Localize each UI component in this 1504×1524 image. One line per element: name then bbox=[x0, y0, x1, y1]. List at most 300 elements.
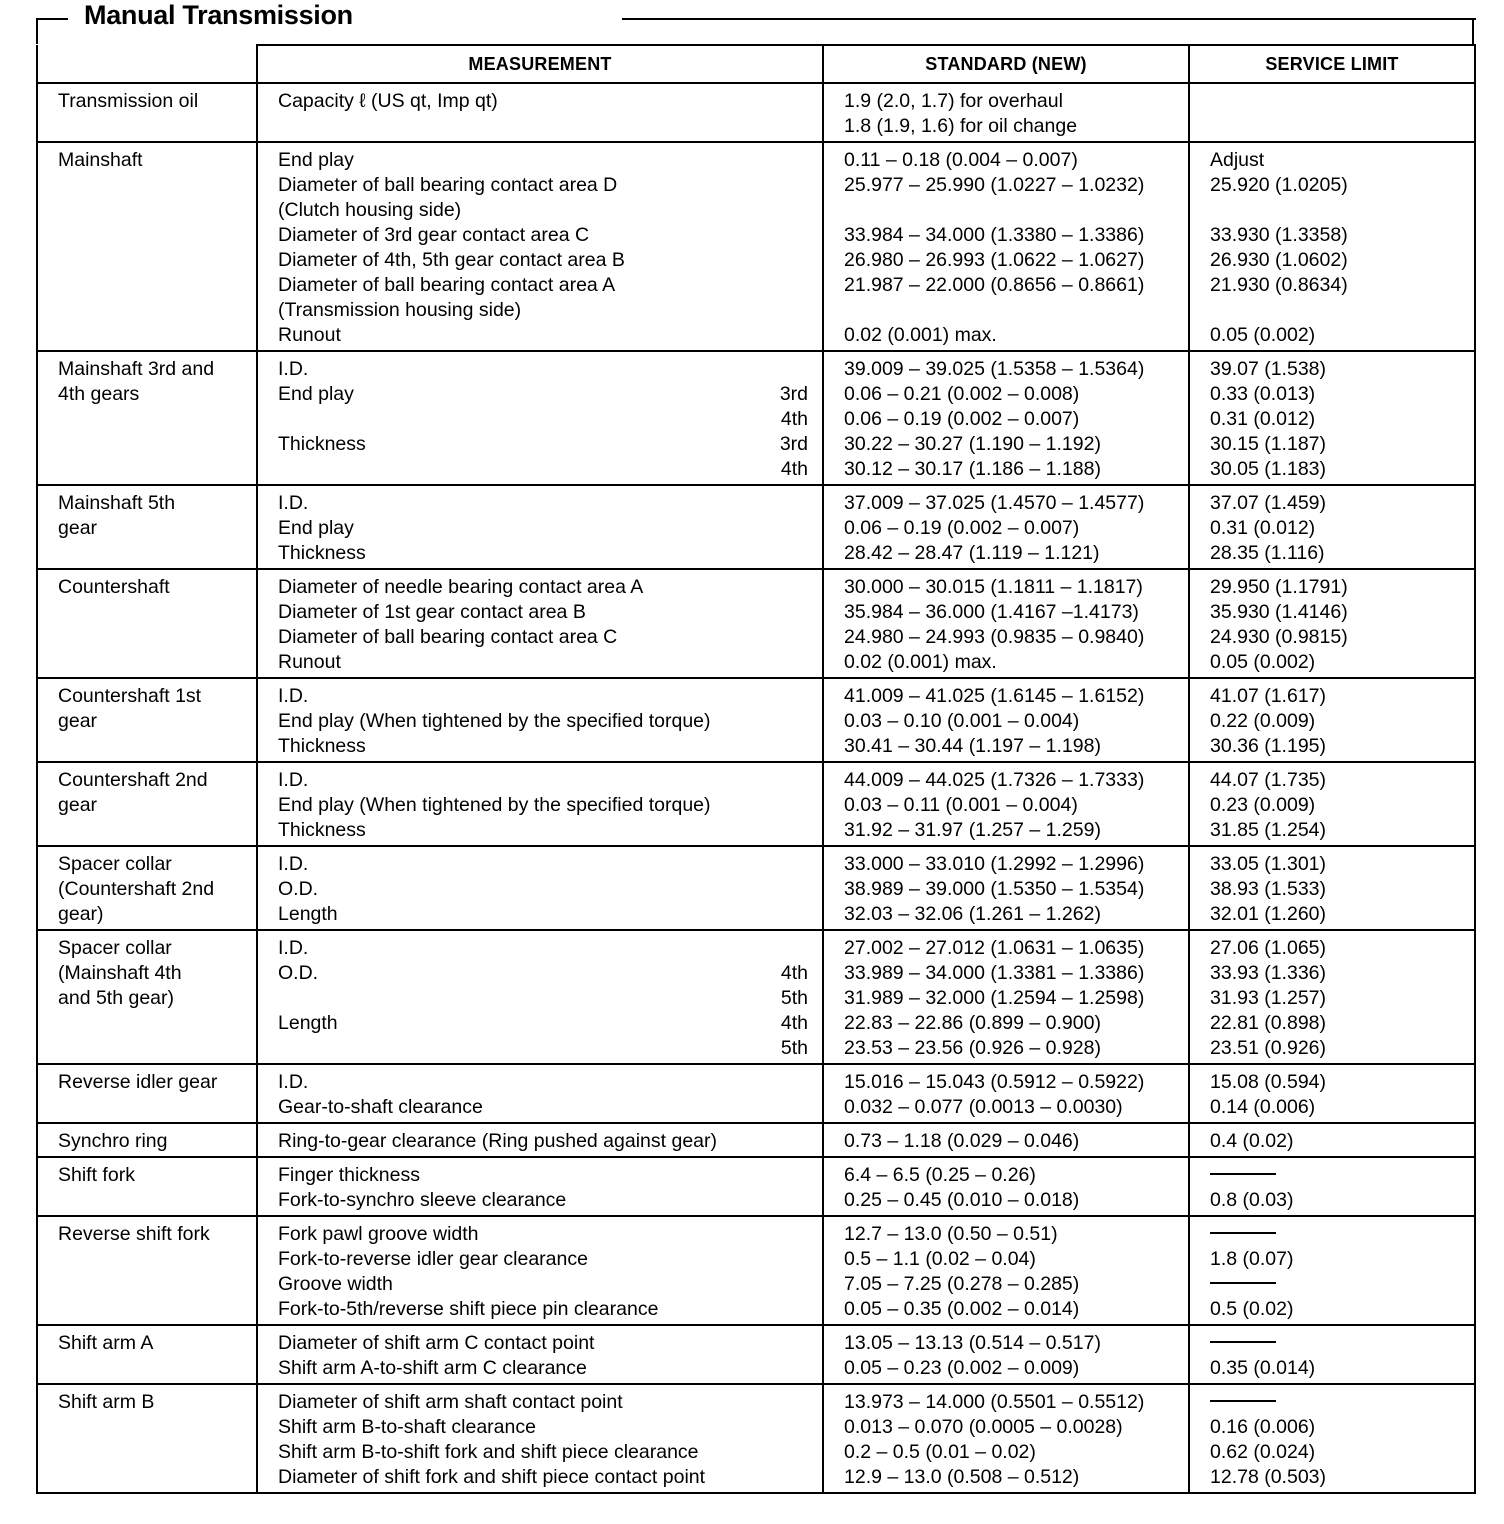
measurement-label: I.D. bbox=[278, 853, 309, 875]
not-applicable-dash bbox=[1210, 1232, 1276, 1234]
service-limit-value: 31.85 (1.254) bbox=[1210, 819, 1327, 841]
standard-value: 6.4 – 6.5 (0.25 – 0.26) bbox=[844, 1164, 1036, 1186]
measurement-line bbox=[278, 1415, 808, 1440]
component-cell bbox=[37, 1064, 257, 1123]
measurement-label: Diameter of needle bearing contact area A bbox=[278, 576, 644, 598]
service-limit-value: 21.930 (0.8634) bbox=[1210, 274, 1348, 296]
service-limit-value: 24.930 (0.9815) bbox=[1210, 626, 1348, 648]
component-label: and 5th gear) bbox=[58, 987, 175, 1009]
service-limit-value bbox=[1210, 298, 1460, 323]
table-row bbox=[37, 142, 1475, 351]
service-limit-value: 33.05 (1.301) bbox=[1210, 853, 1327, 875]
measurement-line bbox=[278, 575, 808, 600]
component-label: Shift arm B bbox=[58, 1391, 155, 1413]
standard-value: 32.03 – 32.06 (1.261 – 1.262) bbox=[844, 903, 1101, 925]
standard-cell bbox=[823, 351, 1189, 485]
table-row bbox=[37, 1216, 1475, 1325]
measurement-line bbox=[278, 223, 808, 248]
measurement-line bbox=[278, 936, 808, 961]
measurement-label: End play bbox=[278, 383, 354, 405]
measurement-label: Length bbox=[278, 903, 338, 925]
gear-qualifier: 3rd bbox=[779, 433, 808, 455]
gear-qualifier: 4th bbox=[780, 408, 808, 430]
measurement-line bbox=[278, 1331, 808, 1356]
standard-cell bbox=[823, 762, 1189, 846]
component-cell bbox=[37, 569, 257, 678]
table-row bbox=[37, 569, 1475, 678]
measurement-label: Thickness bbox=[278, 433, 366, 455]
not-applicable-dash bbox=[1210, 1400, 1276, 1402]
measurement-label: Fork-to-reverse idler gear clearance bbox=[278, 1248, 588, 1270]
standard-cell bbox=[823, 930, 1189, 1064]
service-limit-value: 41.07 (1.617) bbox=[1210, 685, 1327, 707]
standard-value: 41.009 – 41.025 (1.6145 – 1.6152) bbox=[844, 685, 1145, 707]
standard-value: 21.987 – 22.000 (0.8656 – 0.8661) bbox=[844, 274, 1145, 296]
component-label: Mainshaft bbox=[58, 149, 143, 171]
measurement-line bbox=[278, 1095, 808, 1120]
measurement-line bbox=[278, 1440, 808, 1465]
service-limit-value: 35.930 (1.4146) bbox=[1210, 601, 1348, 623]
measurement-label: Thickness bbox=[278, 735, 366, 757]
measurement-line bbox=[278, 516, 808, 541]
standard-cell bbox=[823, 83, 1189, 142]
service-limit-cell bbox=[1189, 1123, 1475, 1157]
service-limit-value: 0.16 (0.006) bbox=[1210, 1416, 1316, 1438]
title-bar bbox=[36, 0, 1476, 34]
service-limit-cell bbox=[1189, 83, 1475, 142]
measurement-cell bbox=[257, 930, 823, 1064]
standard-cell bbox=[823, 1064, 1189, 1123]
standard-value: 15.016 – 15.043 (0.5912 – 0.5922) bbox=[844, 1071, 1145, 1093]
measurement-line bbox=[278, 273, 808, 298]
service-limit-value: 0.33 (0.013) bbox=[1210, 383, 1316, 405]
measurement-label: Shift arm B-to-shift fork and shift piece clearance bbox=[278, 1441, 699, 1463]
measurement-cell bbox=[257, 1064, 823, 1123]
measurement-line bbox=[278, 248, 808, 273]
component-label: Shift arm A bbox=[58, 1332, 154, 1354]
service-limit-cell bbox=[1189, 678, 1475, 762]
component-label: gear bbox=[58, 517, 98, 539]
table-row bbox=[37, 762, 1475, 846]
measurement-label: Diameter of 3rd gear contact area C bbox=[278, 224, 590, 246]
component-cell bbox=[37, 83, 257, 142]
standard-value: 12.9 – 13.0 (0.508 – 0.512) bbox=[844, 1466, 1080, 1488]
standard-value: 13.973 – 14.000 (0.5501 – 0.5512) bbox=[844, 1391, 1145, 1413]
measurement-line bbox=[278, 793, 808, 818]
measurement-line bbox=[278, 114, 808, 139]
measurement-label: I.D. bbox=[278, 492, 309, 514]
standard-cell bbox=[823, 142, 1189, 351]
standard-value: 27.002 – 27.012 (1.0631 – 1.0635) bbox=[844, 937, 1145, 959]
standard-cell bbox=[823, 1325, 1189, 1384]
service-limit-value: 0.22 (0.009) bbox=[1210, 710, 1316, 732]
table-row bbox=[37, 1157, 1475, 1216]
header-component bbox=[37, 45, 257, 83]
component-cell bbox=[37, 485, 257, 569]
measurement-line bbox=[278, 1356, 808, 1381]
measurement-label: O.D. bbox=[278, 878, 319, 900]
standard-value: 33.984 – 34.000 (1.3380 – 1.3386) bbox=[844, 224, 1145, 246]
measurement-label: Finger thickness bbox=[278, 1164, 420, 1186]
standard-value: 1.9 (2.0, 1.7) for overhaul bbox=[844, 90, 1063, 112]
table-row bbox=[37, 351, 1475, 485]
component-label: Shift fork bbox=[58, 1164, 135, 1186]
service-limit-value: Adjust bbox=[1210, 149, 1265, 171]
measurement-cell bbox=[257, 1216, 823, 1325]
measurement-cell bbox=[257, 1157, 823, 1216]
not-applicable-dash bbox=[1210, 1173, 1276, 1175]
measurement-line bbox=[278, 1129, 808, 1154]
standard-value: 0.06 – 0.19 (0.002 – 0.007) bbox=[844, 517, 1080, 539]
page-title: Manual Transmission bbox=[84, 0, 353, 30]
service-limit-value: 0.05 (0.002) bbox=[1210, 324, 1316, 346]
standard-value: 23.53 – 23.56 (0.926 – 0.928) bbox=[844, 1037, 1101, 1059]
measurement-label: Thickness bbox=[278, 819, 366, 841]
component-cell bbox=[37, 142, 257, 351]
service-limit-value: 30.05 (1.183) bbox=[1210, 458, 1327, 480]
service-limit-value: 38.93 (1.533) bbox=[1210, 878, 1327, 900]
service-limit-value: 28.35 (1.116) bbox=[1210, 542, 1325, 564]
service-limit-value bbox=[1210, 114, 1460, 139]
standard-value: 0.02 (0.001) max. bbox=[844, 651, 997, 673]
component-cell bbox=[37, 1157, 257, 1216]
component-label: (Countershaft 2nd bbox=[58, 878, 215, 900]
service-limit-cell bbox=[1189, 1064, 1475, 1123]
component-label: Transmission oil bbox=[58, 90, 199, 112]
measurement-label: Diameter of shift arm shaft contact point bbox=[278, 1391, 623, 1413]
service-limit-value bbox=[1210, 89, 1460, 114]
standard-value: 30.000 – 30.015 (1.1811 – 1.1817) bbox=[844, 576, 1143, 598]
component-label: gear) bbox=[58, 903, 104, 925]
component-cell bbox=[37, 1216, 257, 1325]
component-label: Countershaft 1st bbox=[58, 685, 202, 707]
measurement-line bbox=[278, 148, 808, 173]
measurement-label: End play (When tightened by the specified torque) bbox=[278, 794, 711, 816]
component-label: Countershaft bbox=[58, 576, 170, 598]
service-limit-value: 15.08 (0.594) bbox=[1210, 1071, 1327, 1093]
service-limit-value: 0.35 (0.014) bbox=[1210, 1357, 1316, 1379]
service-limit-value bbox=[1210, 1390, 1460, 1415]
standard-value: 0.032 – 0.077 (0.0013 – 0.0030) bbox=[844, 1096, 1123, 1118]
standard-value: 0.5 – 1.1 (0.02 – 0.04) bbox=[844, 1248, 1036, 1270]
standard-value: 39.009 – 39.025 (1.5358 – 1.5364) bbox=[844, 358, 1145, 380]
measurement-cell bbox=[257, 351, 823, 485]
service-limit-value: 0.8 (0.03) bbox=[1210, 1189, 1294, 1211]
component-cell bbox=[37, 762, 257, 846]
service-limit-value: 30.15 (1.187) bbox=[1210, 433, 1327, 455]
component-cell bbox=[37, 351, 257, 485]
measurement-label: Ring-to-gear clearance (Ring pushed against gear) bbox=[278, 1130, 717, 1152]
service-limit-cell bbox=[1189, 1325, 1475, 1384]
service-limit-cell bbox=[1189, 1157, 1475, 1216]
measurement-line bbox=[278, 986, 808, 1011]
standard-value: 37.009 – 37.025 (1.4570 – 1.4577) bbox=[844, 492, 1145, 514]
component-cell bbox=[37, 1123, 257, 1157]
service-limit-value: 12.78 (0.503) bbox=[1210, 1466, 1327, 1488]
table-row bbox=[37, 1384, 1475, 1493]
service-limit-value: 39.07 (1.538) bbox=[1210, 358, 1327, 380]
title-rule-left bbox=[36, 18, 68, 20]
standard-value: 7.05 – 7.25 (0.278 – 0.285) bbox=[844, 1273, 1080, 1295]
service-limit-value bbox=[1210, 198, 1460, 223]
measurement-cell bbox=[257, 678, 823, 762]
gear-qualifier: 3rd bbox=[779, 383, 808, 405]
measurement-label: Shift arm B-to-shaft clearance bbox=[278, 1416, 536, 1438]
measurement-label: Groove width bbox=[278, 1273, 393, 1295]
standard-value: 0.03 – 0.11 (0.001 – 0.004) bbox=[844, 794, 1078, 816]
standard-value: 0.25 – 0.45 (0.010 – 0.018) bbox=[844, 1189, 1080, 1211]
standard-value: 0.05 – 0.23 (0.002 – 0.009) bbox=[844, 1357, 1080, 1379]
standard-value: 22.83 – 22.86 (0.899 – 0.900) bbox=[844, 1012, 1101, 1034]
measurement-label: End play bbox=[278, 517, 354, 539]
measurement-label: (Clutch housing side) bbox=[278, 199, 462, 221]
service-limit-value: 33.93 (1.336) bbox=[1210, 962, 1327, 984]
component-label: 4th gears bbox=[58, 383, 140, 405]
standard-value: 0.06 – 0.21 (0.002 – 0.008) bbox=[844, 383, 1080, 405]
measurement-line bbox=[278, 768, 808, 793]
service-limit-value: 0.23 (0.009) bbox=[1210, 794, 1316, 816]
service-limit-value: 0.4 (0.02) bbox=[1210, 1130, 1294, 1152]
service-limit-value: 33.930 (1.3358) bbox=[1210, 224, 1348, 246]
measurement-label: Runout bbox=[278, 324, 341, 346]
measurement-label: O.D. bbox=[278, 962, 319, 984]
measurement-line bbox=[278, 902, 808, 927]
measurement-label: End play (When tightened by the specified torque) bbox=[278, 710, 711, 732]
standard-cell bbox=[823, 569, 1189, 678]
title-rule-right bbox=[622, 18, 1476, 20]
service-limit-value: 44.07 (1.735) bbox=[1210, 769, 1327, 791]
measurement-line bbox=[278, 1465, 808, 1490]
measurement-line bbox=[278, 432, 808, 457]
standard-value: 13.05 – 13.13 (0.514 – 0.517) bbox=[844, 1332, 1101, 1354]
measurement-line bbox=[278, 709, 808, 734]
table-row bbox=[37, 1123, 1475, 1157]
measurement-line bbox=[278, 541, 808, 566]
standard-value: 0.06 – 0.19 (0.002 – 0.007) bbox=[844, 408, 1080, 430]
measurement-label: Gear-to-shaft clearance bbox=[278, 1096, 483, 1118]
service-limit-value: 0.62 (0.024) bbox=[1210, 1441, 1316, 1463]
standard-value: 0.05 – 0.35 (0.002 – 0.014) bbox=[844, 1298, 1080, 1320]
spec-body bbox=[37, 83, 1475, 1493]
component-label: Spacer collar bbox=[58, 937, 172, 959]
measurement-line bbox=[278, 877, 808, 902]
table-row bbox=[37, 1064, 1475, 1123]
measurement-line bbox=[278, 1188, 808, 1213]
measurement-line bbox=[278, 173, 808, 198]
standard-value: 12.7 – 13.0 (0.50 – 0.51) bbox=[844, 1223, 1058, 1245]
measurement-cell bbox=[257, 762, 823, 846]
standard-cell bbox=[823, 1123, 1189, 1157]
table-row bbox=[37, 930, 1475, 1064]
standard-value: 35.984 – 36.000 (1.4167 –1.4173) bbox=[844, 601, 1139, 623]
standard-value: 0.03 – 0.10 (0.001 – 0.004) bbox=[844, 710, 1080, 732]
standard-value: 30.22 – 30.27 (1.190 – 1.192) bbox=[844, 433, 1101, 455]
measurement-label: I.D. bbox=[278, 769, 309, 791]
measurement-cell bbox=[257, 142, 823, 351]
gear-qualifier: 5th bbox=[780, 1037, 808, 1059]
measurement-line bbox=[278, 1011, 808, 1036]
measurement-label: Fork-to-5th/reverse shift piece pin clearance bbox=[278, 1298, 659, 1320]
gear-qualifier: 4th bbox=[780, 458, 808, 480]
measurement-label: Capacity ℓ (US qt, Imp qt) bbox=[278, 90, 498, 112]
measurement-label: (Transmission housing side) bbox=[278, 299, 522, 321]
standard-value: 24.980 – 24.993 (0.9835 – 0.9840) bbox=[844, 626, 1145, 648]
measurement-label: Fork-to-synchro sleeve clearance bbox=[278, 1189, 567, 1211]
measurement-line bbox=[278, 407, 808, 432]
measurement-label: I.D. bbox=[278, 1071, 309, 1093]
measurement-line bbox=[278, 1272, 808, 1297]
measurement-label: Diameter of ball bearing contact area A bbox=[278, 274, 616, 296]
measurement-line bbox=[278, 625, 808, 650]
service-limit-value: 0.31 (0.012) bbox=[1210, 408, 1316, 430]
gear-qualifier: 4th bbox=[780, 962, 808, 984]
standard-value: 31.92 – 31.97 (1.257 – 1.259) bbox=[844, 819, 1101, 841]
gear-qualifier: 5th bbox=[780, 987, 808, 1009]
not-applicable-dash bbox=[1210, 1341, 1276, 1343]
measurement-line bbox=[278, 491, 808, 516]
measurement-line bbox=[278, 734, 808, 759]
component-cell bbox=[37, 1325, 257, 1384]
standard-cell bbox=[823, 1384, 1189, 1493]
measurement-cell bbox=[257, 1325, 823, 1384]
service-limit-cell bbox=[1189, 569, 1475, 678]
service-limit-value bbox=[1210, 1272, 1460, 1297]
service-limit-cell bbox=[1189, 930, 1475, 1064]
standard-value: 0.013 – 0.070 (0.0005 – 0.0028) bbox=[844, 1416, 1123, 1438]
measurement-line bbox=[278, 650, 808, 675]
measurement-cell bbox=[257, 1384, 823, 1493]
measurement-label: End play bbox=[278, 149, 354, 171]
measurement-cell bbox=[257, 1123, 823, 1157]
standard-value: 30.12 – 30.17 (1.186 – 1.188) bbox=[844, 458, 1101, 480]
measurement-label: I.D. bbox=[278, 358, 309, 380]
component-cell bbox=[37, 1384, 257, 1493]
measurement-label: I.D. bbox=[278, 937, 309, 959]
service-limit-value: 25.920 (1.0205) bbox=[1210, 174, 1348, 196]
standard-value: 0.73 – 1.18 (0.029 – 0.046) bbox=[844, 1130, 1080, 1152]
measurement-label: Diameter of shift arm C contact point bbox=[278, 1332, 595, 1354]
measurement-cell bbox=[257, 569, 823, 678]
measurement-cell bbox=[257, 846, 823, 930]
service-limit-value bbox=[1210, 1163, 1460, 1188]
measurement-line bbox=[278, 818, 808, 843]
measurement-label: Diameter of 1st gear contact area B bbox=[278, 601, 586, 623]
measurement-label: I.D. bbox=[278, 685, 309, 707]
component-label: Mainshaft 5th bbox=[58, 492, 176, 514]
component-cell bbox=[37, 846, 257, 930]
component-label: Countershaft 2nd bbox=[58, 769, 208, 791]
service-limit-value: 26.930 (1.0602) bbox=[1210, 249, 1348, 271]
standard-value: 44.009 – 44.025 (1.7326 – 1.7333) bbox=[844, 769, 1145, 791]
measurement-line bbox=[278, 1070, 808, 1095]
measurement-label: Diameter of 4th, 5th gear contact area B bbox=[278, 249, 625, 271]
measurement-label: Fork pawl groove width bbox=[278, 1223, 479, 1245]
measurement-label: Shift arm A-to-shift arm C clearance bbox=[278, 1357, 587, 1379]
standard-value: 0.02 (0.001) max. bbox=[844, 324, 997, 346]
component-label: Reverse idler gear bbox=[58, 1071, 218, 1093]
table-row bbox=[37, 846, 1475, 930]
standard-value: 1.8 (1.9, 1.6) for oil change bbox=[844, 115, 1078, 137]
standard-value: 26.980 – 26.993 (1.0622 – 1.0627) bbox=[844, 249, 1145, 271]
frame-right-edge bbox=[1472, 18, 1474, 44]
service-limit-value: 0.5 (0.02) bbox=[1210, 1298, 1294, 1320]
standard-value: 30.41 – 30.44 (1.197 – 1.198) bbox=[844, 735, 1101, 757]
component-label: (Mainshaft 4th bbox=[58, 962, 182, 984]
standard-value: 25.977 – 25.990 (1.0227 – 1.0232) bbox=[844, 174, 1145, 196]
measurement-cell bbox=[257, 485, 823, 569]
measurement-line bbox=[278, 1036, 808, 1061]
measurement-line bbox=[278, 1390, 808, 1415]
header-standard: STANDARD (NEW) bbox=[823, 45, 1189, 83]
header-service-limit: SERVICE LIMIT bbox=[1189, 45, 1475, 83]
service-limit-cell bbox=[1189, 485, 1475, 569]
service-limit-value: 32.01 (1.260) bbox=[1210, 903, 1327, 925]
measurement-cell bbox=[257, 83, 823, 142]
standard-value: 28.42 – 28.47 (1.119 – 1.121) bbox=[844, 542, 1100, 564]
standard-cell bbox=[823, 1216, 1189, 1325]
frame-left-edge bbox=[36, 18, 38, 44]
component-label: Reverse shift fork bbox=[58, 1223, 210, 1245]
standard-value bbox=[844, 198, 1174, 223]
measurement-line bbox=[278, 961, 808, 986]
header-measurement: MEASUREMENT bbox=[257, 45, 823, 83]
measurement-line bbox=[278, 1163, 808, 1188]
table-row bbox=[37, 1325, 1475, 1384]
measurement-line bbox=[278, 684, 808, 709]
measurement-line bbox=[278, 198, 808, 223]
measurement-line bbox=[278, 89, 808, 114]
measurement-label: Diameter of shift fork and shift piece contact point bbox=[278, 1466, 706, 1488]
measurement-line bbox=[278, 600, 808, 625]
measurement-line bbox=[278, 323, 808, 348]
service-limit-value: 0.05 (0.002) bbox=[1210, 651, 1316, 673]
component-label: gear bbox=[58, 710, 98, 732]
standard-value: 33.989 – 34.000 (1.3381 – 1.3386) bbox=[844, 962, 1145, 984]
gear-qualifier: 4th bbox=[780, 1012, 808, 1034]
standard-value bbox=[844, 298, 1174, 323]
service-limit-cell bbox=[1189, 846, 1475, 930]
table-row bbox=[37, 485, 1475, 569]
measurement-line bbox=[278, 382, 808, 407]
standard-value: 33.000 – 33.010 (1.2992 – 1.2996) bbox=[844, 853, 1145, 875]
service-limit-value: 30.36 (1.195) bbox=[1210, 735, 1327, 757]
component-cell bbox=[37, 930, 257, 1064]
service-limit-value bbox=[1210, 1222, 1460, 1247]
measurement-line bbox=[278, 1297, 808, 1322]
measurement-label: Diameter of ball bearing contact area C bbox=[278, 626, 618, 648]
measurement-label: Runout bbox=[278, 651, 341, 673]
service-limit-cell bbox=[1189, 1384, 1475, 1493]
standard-cell bbox=[823, 1157, 1189, 1216]
component-label: Spacer collar bbox=[58, 853, 172, 875]
service-limit-value: 29.950 (1.1791) bbox=[1210, 576, 1348, 598]
service-limit-value: 0.14 (0.006) bbox=[1210, 1096, 1316, 1118]
standard-value: 31.989 – 32.000 (1.2594 – 1.2598) bbox=[844, 987, 1145, 1009]
measurement-line bbox=[278, 457, 808, 482]
standard-cell bbox=[823, 846, 1189, 930]
measurement-line bbox=[278, 357, 808, 382]
spec-table bbox=[36, 44, 1476, 1494]
service-limit-cell bbox=[1189, 762, 1475, 846]
measurement-line bbox=[278, 852, 808, 877]
service-limit-cell bbox=[1189, 142, 1475, 351]
service-limit-value: 31.93 (1.257) bbox=[1210, 987, 1327, 1009]
standard-cell bbox=[823, 485, 1189, 569]
service-limit-value: 23.51 (0.926) bbox=[1210, 1037, 1327, 1059]
service-limit-cell bbox=[1189, 1216, 1475, 1325]
measurement-line bbox=[278, 1222, 808, 1247]
table-row bbox=[37, 83, 1475, 142]
